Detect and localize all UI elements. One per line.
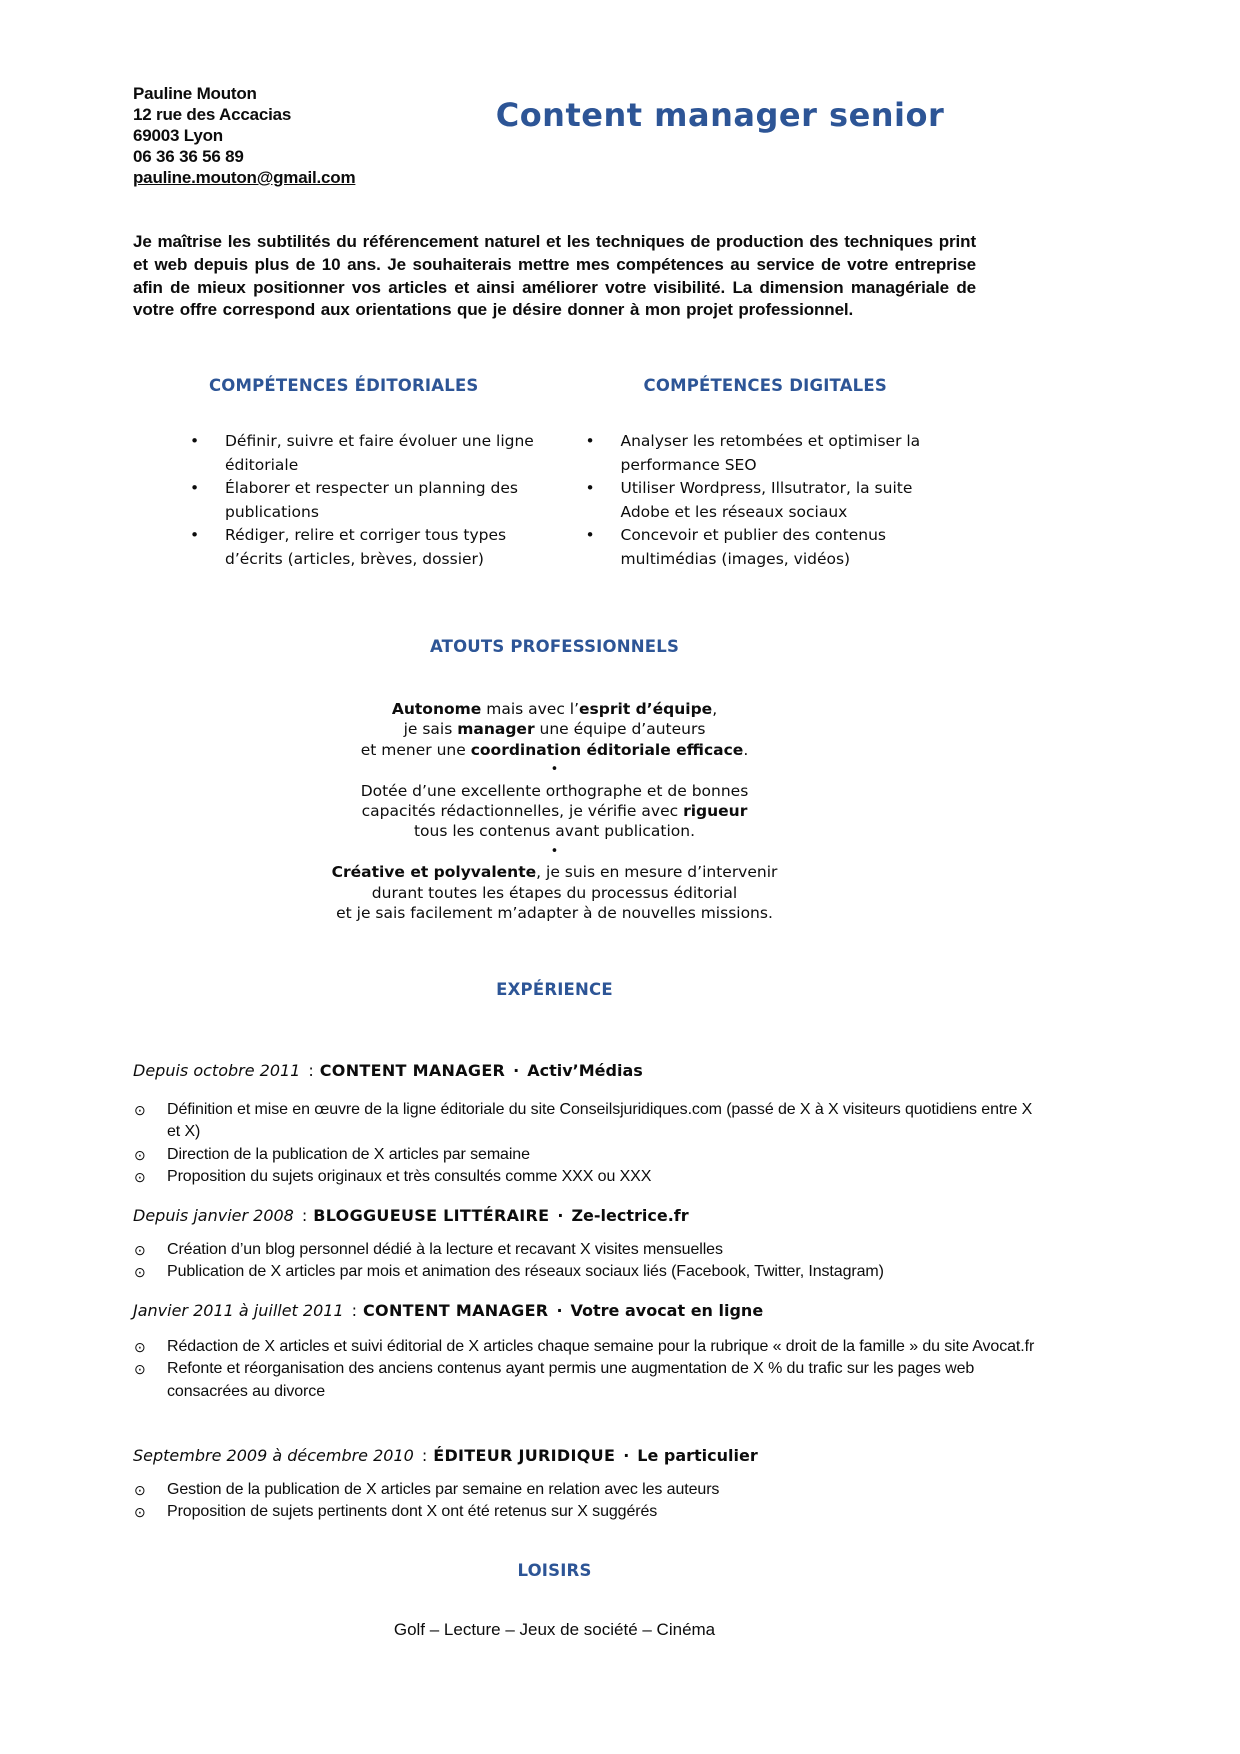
atouts-text: coordination éditoriale efficace xyxy=(470,740,744,759)
target-bullet-icon: ⊙ xyxy=(134,1361,146,1378)
contact-email-link[interactable]: pauline.mouton@gmail.com xyxy=(133,168,356,187)
contact-block xyxy=(133,83,355,188)
list-item xyxy=(586,430,977,477)
job-bullet-list xyxy=(133,1479,1093,1524)
bullet-icon: • xyxy=(190,526,200,544)
section-title-atouts: ATOUTS PROFESSIONNELS xyxy=(429,637,680,656)
atouts-text: Créative et polyvalente xyxy=(331,863,537,882)
competence-text: Élaborer et respecter un planning des publications xyxy=(225,479,518,521)
target-bullet-icon: ⊙ xyxy=(134,1146,146,1163)
atouts-line xyxy=(133,740,976,760)
list-item xyxy=(133,1336,1093,1358)
atouts-line xyxy=(133,699,976,719)
job-date: Janvier 2011 à juillet 2011 xyxy=(133,1301,344,1320)
job-company: Activ’Médias xyxy=(527,1061,643,1080)
intro-paragraph: Je maîtrise les subtilités du référencement naturel et les techniques de production des techniques print et web depuis plus de 10 ans. Je souhaiterais mettre mes compétences au service de votre entreprise afin de mieux positionner vos articles et ainsi améliorer votre visibilité. La dimension managériale de votre offre correspond aux orientations que je désire donner à mon projet professionnel. xyxy=(133,232,976,320)
atouts-text: , je suis en mesure d’intervenir xyxy=(536,863,778,882)
job-title: CONTENT MANAGER xyxy=(319,1061,506,1080)
job-bullet-list xyxy=(133,1336,1093,1403)
list-item xyxy=(586,524,977,571)
competence-text: Rédiger, relire et corriger tous types d’écrits (articles, brèves, dossier) xyxy=(225,526,507,568)
job-date: Septembre 2009 à décembre 2010 xyxy=(133,1446,414,1465)
atouts-text: durant toutes les étapes du processus éditorial xyxy=(371,883,738,902)
target-bullet-icon: ⊙ xyxy=(134,1242,146,1258)
atouts-block xyxy=(133,862,976,923)
atouts-line xyxy=(133,862,976,882)
heading-colon: : xyxy=(308,1061,314,1080)
section-title-competences-digitales: COMPÉTENCES DIGITALES xyxy=(643,376,887,395)
atouts-line xyxy=(133,821,976,841)
list-item xyxy=(133,1166,1093,1188)
job-title: CONTENT MANAGER xyxy=(363,1301,549,1320)
job-bullet-text: Création d’un blog personnel dédié à la lecture et recavant X visites mensuelles xyxy=(167,1241,723,1258)
target-bullet-icon: ⊙ xyxy=(134,1482,146,1498)
list-item xyxy=(190,524,555,571)
bullet-icon: • xyxy=(585,526,595,544)
bullet-icon: • xyxy=(585,432,595,450)
atouts-text: Autonome xyxy=(391,700,482,718)
title-company-dot-icon: · xyxy=(557,1206,564,1225)
atouts-text: et mener une xyxy=(360,740,471,759)
competence-text: Concevoir et publier des contenus multimédias (images, vidéos) xyxy=(620,526,886,568)
atouts-line xyxy=(133,781,976,801)
job-date: Depuis janvier 2008 xyxy=(133,1206,294,1225)
bullet-icon: • xyxy=(190,479,200,497)
job-bullet-text: Rédaction de X articles et suivi éditorial de X articles chaque semaine pour la rubrique « droit de la famille » du site Avocat.fr xyxy=(167,1338,1035,1355)
competences-editoriales-list xyxy=(133,430,555,571)
job-heading xyxy=(133,1300,1093,1322)
contact-address-line1: 12 rue des Accacias xyxy=(133,105,292,124)
title-company-dot-icon: · xyxy=(556,1301,563,1320)
target-bullet-icon: ⊙ xyxy=(134,1504,146,1521)
target-bullet-icon: ⊙ xyxy=(134,1168,146,1185)
job-bullet-list xyxy=(133,1099,1093,1188)
list-item xyxy=(133,1099,1093,1144)
title-company-dot-icon: · xyxy=(623,1446,630,1465)
job-title: BLOGGUEUSE LITTÉRAIRE xyxy=(313,1206,550,1225)
target-bullet-icon: ⊙ xyxy=(134,1339,146,1355)
experience-job xyxy=(133,1205,1093,1284)
section-title-competences-editoriales: COMPÉTENCES ÉDITORIALES xyxy=(208,376,479,395)
job-bullet-text: Proposition du sujets originaux et très consultés comme XXX ou XXX xyxy=(167,1167,652,1185)
experience-job xyxy=(133,1300,1093,1403)
heading-colon: : xyxy=(301,1206,308,1225)
competences-digitales-list xyxy=(555,430,977,571)
job-bullet-text: Refonte et réorganisation des anciens contenus ayant permis une augmentation de X % du trafic sur les pages web consacrées au divorce xyxy=(167,1360,975,1400)
atouts-text: tous les contenus avant publication. xyxy=(413,822,696,841)
job-heading xyxy=(133,1445,1093,1467)
atouts-line xyxy=(133,903,976,923)
list-item xyxy=(190,477,555,524)
job-heading xyxy=(133,1205,1093,1227)
list-item xyxy=(133,1261,1093,1283)
job-company: Ze-lectrice.fr xyxy=(571,1206,689,1225)
list-item xyxy=(586,477,977,524)
competence-text: Utiliser Wordpress, Illsutrator, la suite Adobe et les réseaux sociaux xyxy=(620,479,913,521)
atouts-text: esprit d’équipe xyxy=(579,700,713,718)
contact-address-line2: 69003 Lyon xyxy=(133,126,223,145)
page-title: Content manager senior xyxy=(495,96,945,134)
job-title: ÉDITEUR JURIDIQUE xyxy=(433,1446,616,1465)
list-item xyxy=(133,1144,1093,1166)
heading-colon: : xyxy=(421,1446,428,1465)
list-item xyxy=(190,430,555,477)
competence-text: Analyser les retombées et optimiser la performance SEO xyxy=(620,432,921,474)
title-company-dot-icon: · xyxy=(513,1061,520,1080)
job-date: Depuis octobre 2011 xyxy=(133,1061,301,1080)
competence-text: Définir, suivre et faire évoluer une ligne éditoriale xyxy=(225,432,534,474)
atouts-block xyxy=(133,699,976,760)
atouts-line xyxy=(133,801,976,821)
atouts-text: Dotée d’une excellente orthographe et de bonnes xyxy=(360,781,749,800)
list-item xyxy=(133,1239,1093,1261)
atouts-text: et je sais facilement m’adapter à de nouvelles missions. xyxy=(336,904,773,923)
competences-section xyxy=(133,376,976,571)
loisirs-text: Golf – Lecture – Jeux de société – Cinéma xyxy=(393,1620,716,1639)
list-item xyxy=(133,1501,1093,1523)
competences-digitales-column xyxy=(555,376,977,571)
atouts-line xyxy=(133,719,976,739)
target-bullet-icon: ⊙ xyxy=(134,1102,146,1118)
job-heading xyxy=(133,1060,1093,1082)
job-bullet-text: Définition et mise en œuvre de la ligne éditoriale du site Conseilsjuridiques.com (passé de X à X visiteurs quotidiens entre X et X) xyxy=(167,1101,1033,1141)
heading-colon: : xyxy=(351,1301,358,1320)
atouts-text: manager xyxy=(457,720,535,739)
atouts-text: capacités rédactionnelles, je vérifie avec xyxy=(361,802,684,821)
list-item xyxy=(133,1358,1093,1403)
experience-job xyxy=(133,1445,1093,1524)
experience-job xyxy=(133,1060,1093,1188)
atouts-text: rigueur xyxy=(683,802,748,821)
job-bullet-text: Publication de X articles par mois et animation des réseaux sociaux liés (Facebook, Twitter, Instagram) xyxy=(167,1263,884,1281)
job-bullet-list xyxy=(133,1239,1093,1284)
contact-name: Pauline Mouton xyxy=(133,84,257,103)
job-bullet-text: Gestion de la publication de X articles par semaine en relation avec les auteurs xyxy=(167,1481,720,1498)
atouts-body xyxy=(133,699,976,923)
separator-dot-icon: • xyxy=(550,762,559,778)
list-item xyxy=(133,1479,1093,1501)
target-bullet-icon: ⊙ xyxy=(134,1264,146,1281)
atouts-line xyxy=(133,883,976,903)
job-company: Votre avocat en ligne xyxy=(570,1301,764,1320)
competences-editoriales-column xyxy=(133,376,555,571)
separator-dot-icon: • xyxy=(550,843,559,859)
job-bullet-text: Proposition de sujets pertinents dont X ont été retenus sur X suggérés xyxy=(167,1503,658,1521)
bullet-icon: • xyxy=(190,432,200,450)
contact-phone: 06 36 36 56 89 xyxy=(133,147,244,166)
atouts-text: . xyxy=(743,740,749,759)
atouts-text: , xyxy=(712,700,718,718)
job-company: Le particulier xyxy=(637,1446,758,1465)
atouts-text: je sais xyxy=(403,720,458,739)
bullet-icon: • xyxy=(585,479,595,497)
atouts-block xyxy=(133,781,976,842)
section-title-loisirs: LOISIRS xyxy=(517,1561,592,1580)
atouts-text: mais avec l’ xyxy=(481,700,580,718)
atouts-text: une équipe d’auteurs xyxy=(534,720,706,739)
job-bullet-text: Direction de la publication de X articles par semaine xyxy=(167,1145,530,1163)
section-title-experience: EXPÉRIENCE xyxy=(496,980,613,999)
